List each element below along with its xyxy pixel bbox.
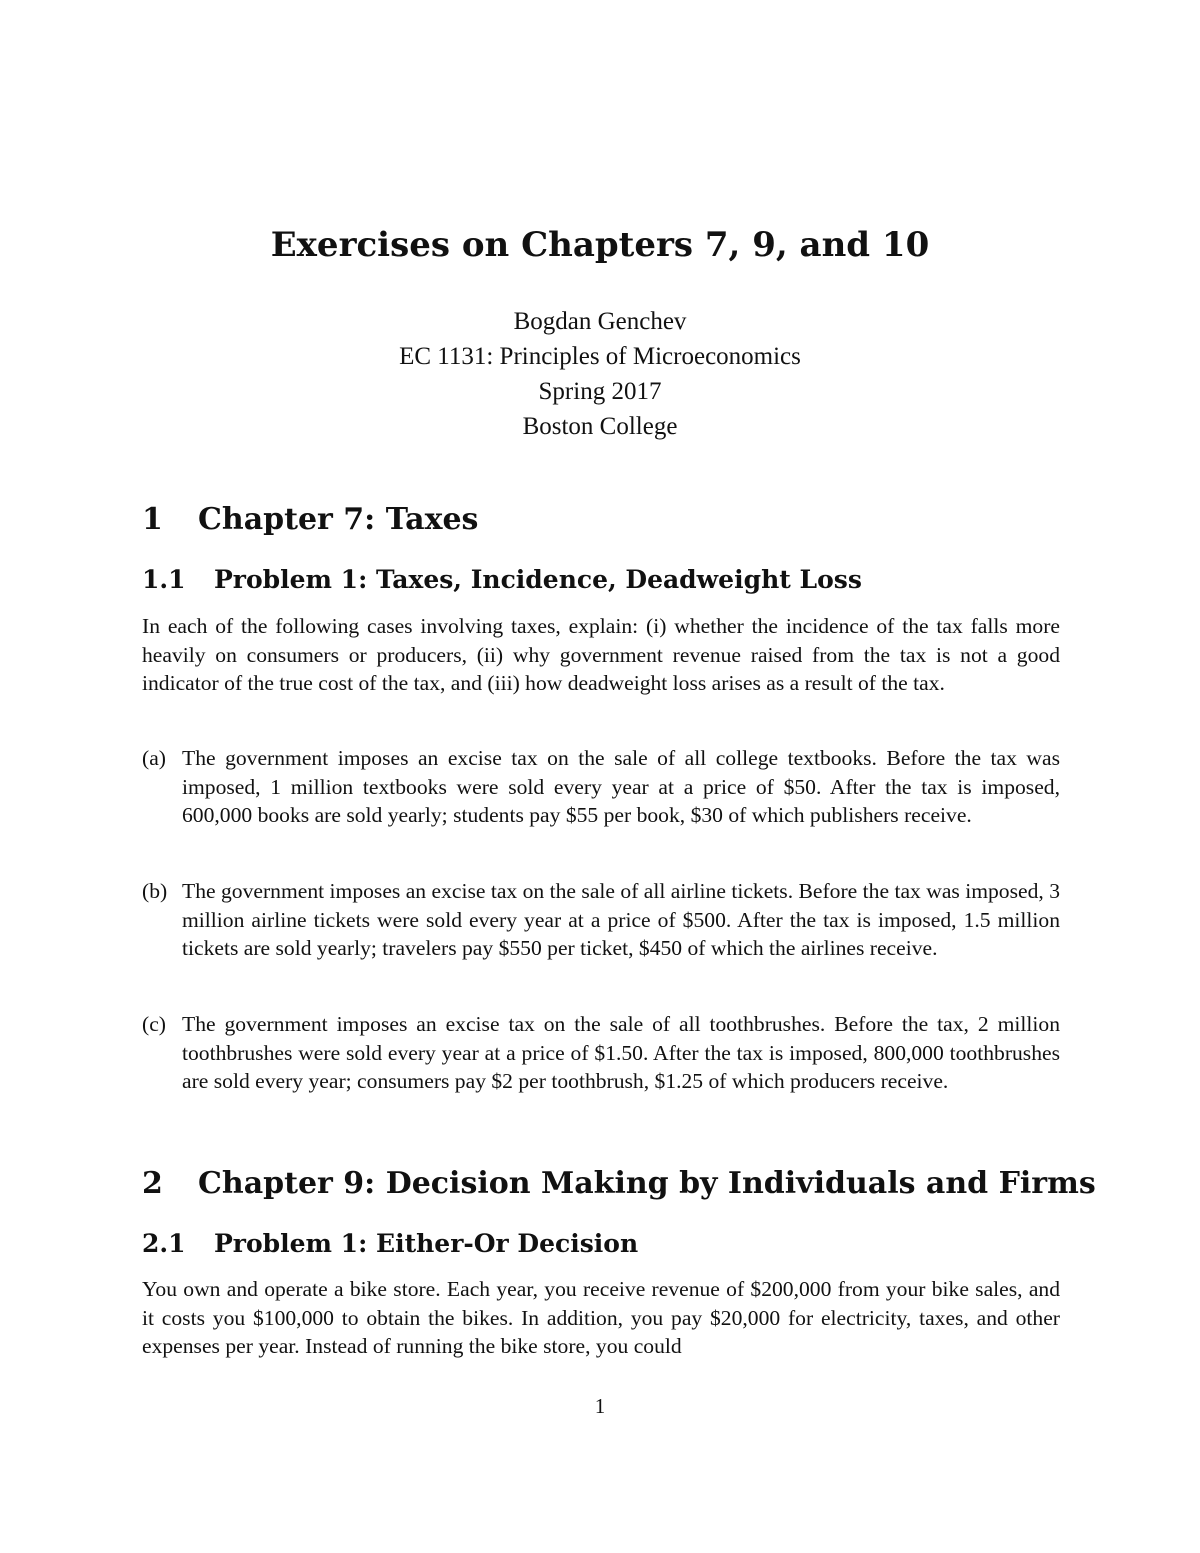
section-number: 2 xyxy=(142,1166,163,1201)
section-2-heading xyxy=(142,1164,1096,1204)
page-number: 1 xyxy=(594,1394,606,1418)
item-text: The government imposes an excise tax on the sale of all airline tickets. Before the tax was imposed, 3 million airline tickets were sold every year at a price of $500. After the tax is imposed, 1.5 million tickets are sold yearly; travelers pay $550 per ticket, $450 of which the airlines receive. xyxy=(182,879,1060,960)
item-text: The government imposes an excise tax on the sale of all toothbrushes. Before the tax, 2 million toothbrushes were sold every year at a price of $1.50. After the tax is imposed, 800,000 toothbrushes are sold every year; consumers pay $2 per toothbrush, $1.25 of which producers receive. xyxy=(182,1012,1060,1093)
institution: Boston College xyxy=(522,413,678,440)
title-block xyxy=(0,222,1200,444)
item-label: (b) xyxy=(142,879,168,903)
document-title: Exercises on Chapters 7, 9, and 10 xyxy=(270,225,930,265)
item-label: (a) xyxy=(142,746,166,770)
section-1-heading xyxy=(142,500,1060,540)
subsection-2-1-heading xyxy=(142,1227,1060,1261)
list-item-b xyxy=(142,877,1060,963)
item-text: The government imposes an excise tax on the sale of all college textbooks. Before the tax was imposed, 1 million textbooks were sold every year at a price of $50. After the tax is imposed, 600,000 books are sold yearly; students pay $55 per book, $30 of which publishers receive. xyxy=(182,746,1060,827)
author-name: Bogdan Genchev xyxy=(513,308,687,335)
subsection-1-1-heading xyxy=(142,563,1060,597)
subsection-number: 1.1 xyxy=(142,565,186,594)
section-title: Chapter 9: Decision Making by Individuals and Firms xyxy=(198,1166,1096,1201)
list-item-c xyxy=(142,1010,1060,1096)
problem-1-intro xyxy=(142,612,1060,698)
problem-2-1-intro xyxy=(142,1275,1060,1361)
section-number: 1 xyxy=(142,502,163,537)
subsection-title: Problem 1: Taxes, Incidence, Deadweight Loss xyxy=(214,565,862,594)
intro-paragraph: You own and operate a bike store. Each year, you receive revenue of $200,000 from your bike sales, and it costs you $100,000 to obtain the bikes. In addition, you pay $20,000 for electricity, taxes, and other expenses per year. Instead of running the bike store, you could xyxy=(142,1277,1060,1358)
item-label: (c) xyxy=(142,1012,166,1036)
term: Spring 2017 xyxy=(538,378,662,405)
list-item-a xyxy=(142,744,1060,830)
course-name: EC 1131: Principles of Microeconomics xyxy=(399,343,801,370)
subsection-number: 2.1 xyxy=(142,1229,186,1258)
intro-paragraph: In each of the following cases involving taxes, explain: (i) whether the incidence of the tax falls more heavily on consumers or producers, (ii) why government revenue raised from the tax is not a good indicator of the true cost of the tax, and (iii) how deadweight loss arises as a result of the tax. xyxy=(142,614,1060,695)
section-title: Chapter 7: Taxes xyxy=(198,502,479,537)
subsection-title: Problem 1: Either-Or Decision xyxy=(214,1229,639,1258)
